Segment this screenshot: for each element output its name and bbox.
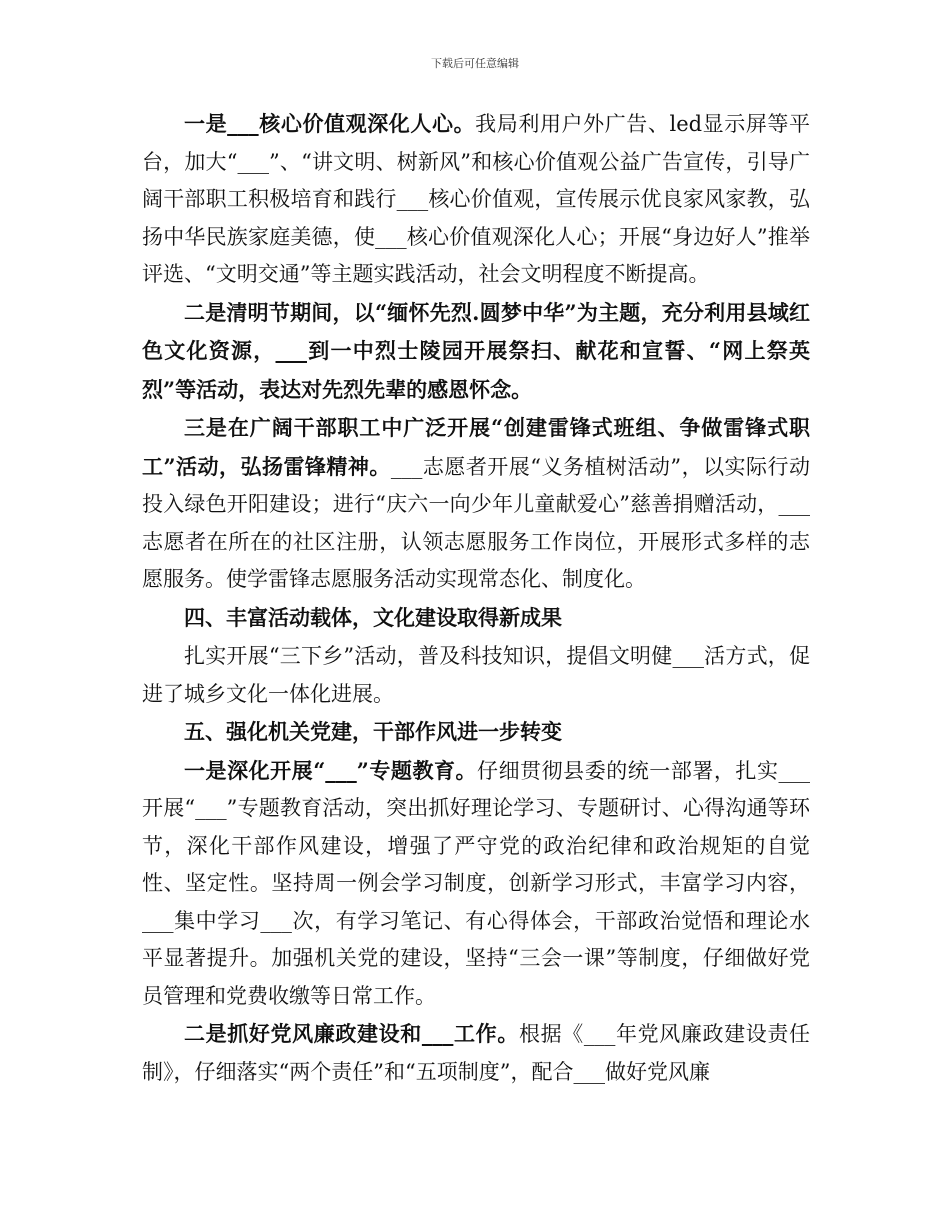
section-heading-5-text: 五、强化机关党建，干部作风进一步转变 (184, 719, 562, 744)
paragraph-8-lead: 二是抓好党风廉政建设和___工作。 (184, 1021, 519, 1046)
paragraph-7 (142, 752, 810, 1016)
paragraph-5 (142, 637, 810, 713)
paragraph-7-body: 仔细贯彻县委的统一部署，扎实___开展“___”专题教育活动，突出抓好理论学习、专题研讨、心得沟通等环节，深化干部作风建设，增强了严守党的政治纪律和政治规矩的自觉性、坚定性。坚持周一例会学习制度，创新学习形式，丰富学习内容，___集中学习___次，有学习笔记、有心得体会，干部政治觉悟和理论水平显著提升。加强机关党的建设，坚持“三会一课”等制度，仔细做好党员管理和党费收缴等日常工作。 (142, 758, 810, 1008)
page-header: 下载后可任意编辑 (431, 57, 519, 70)
paragraph-2-lead: 二是清明节期间，以“缅怀先烈.圆梦中华”为主题，充分利用县域红色文化资源，___到一中烈士陵园开展祭扫、献花和宣誓、“网上祭英烈”等活动，表达对先烈先辈的感恩怀念。 (142, 299, 810, 402)
paragraph-2 (142, 294, 810, 410)
paragraph-7-lead: 一是深化开展“___”专题教育。 (184, 757, 478, 783)
paragraph-1 (142, 105, 810, 294)
paragraph-3-body: ___志愿者开展“义务植树活动”，以实际行动投入绿色开阳建设；进行“庆六一向少年儿童献爱心”慈善捐赠活动，___志愿者在所在的社区注册，认领志愿服务工作岗位，开展形式多样的志愿服务。使学雷锋志愿服务活动实现常态化、制度化。 (142, 454, 811, 591)
paragraph-8 (142, 1015, 810, 1091)
section-heading-4 (142, 599, 810, 638)
paragraph-5-body: 扎实开展“三下乡”活动，普及科技知识，提倡文明健___活方式，促进了城乡文化一体化进展。 (142, 644, 810, 706)
document-body (142, 105, 810, 1091)
paragraph-8-body: 根据《___年党风廉政建设责任制》，仔细落实“两个责任”和“五项制度”，配合___做好党风廉 (142, 1022, 811, 1084)
section-heading-5 (142, 713, 810, 752)
paragraph-3-lead: 三是在广阔干部职工中广泛开展“创建雷锋式班组、争做雷锋式职工”活动，弘扬雷锋精神。 (142, 415, 810, 479)
section-heading-4-text: 四、丰富活动载体，文化建设取得新成果 (184, 604, 562, 630)
paragraph-1-lead: 一是___核心价值观深化人心。 (184, 111, 476, 136)
paragraph-1-body: 我局利用户外广告、led显示屏等平台，加大“___”、“讲文明、树新风”和核心价值观公益广告宣传，引导广阔干部职工积极培育和践行___核心价值观，宣传展示优良家风家教，弘扬中华民族家庭美德，使___核心价值观深化人心；开展“身边好人”推举评选、“文明交通”等主题实践活动，社会文明程度不断提高。 (142, 112, 811, 286)
paragraph-3 (142, 409, 810, 599)
